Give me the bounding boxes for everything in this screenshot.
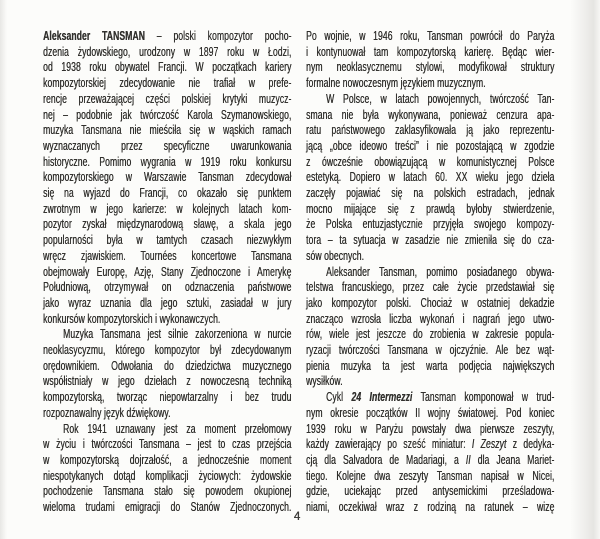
text-segment: Aleksander TANSMAN — [43, 29, 145, 43]
text-segment: wieloma trudami emigracji do Stanów Zjednoczonych. — [43, 500, 292, 515]
text-line — [43, 29, 291, 45]
text-segment: Aleksander Tansman, pomimo posiadanego obywa- — [326, 264, 555, 279]
text-line — [43, 469, 291, 485]
text-line — [43, 139, 291, 155]
text-line — [43, 233, 291, 249]
text-segment: znacząco wzrosła liczba wykonań i nagrań jego utwo- — [306, 311, 555, 326]
text-line — [43, 374, 291, 390]
text-segment: gdzie, uciekając przed antysemickimi prześladowa- — [306, 484, 555, 499]
text-segment: każdy zawierający po sześć miniatur: — [306, 437, 472, 452]
text-line — [43, 249, 291, 265]
text-segment: II — [465, 452, 471, 467]
text-segment: neoklasycyzmu, którego kompozytor był zdecydowanym — [43, 343, 292, 358]
text-segment: kompozytorskiej zdecydowanie nie trafiał w prefe- — [43, 76, 292, 91]
text-segment: obejmowały Europę, Azję, Stany Zjednoczone i Amerykę — [43, 264, 292, 279]
text-line — [306, 265, 554, 281]
text-line — [306, 437, 554, 453]
text-line — [43, 359, 291, 375]
text-segment: niespotykanych dotąd komplikacji życiowych: żydowskie — [43, 468, 292, 483]
text-line — [306, 29, 554, 45]
text-line — [43, 170, 291, 186]
text-segment: nym neoklasycznemu stylowi, modyfikował struktury — [306, 60, 555, 75]
text-segment: kompozytorskiego w Warszawie Tansman zdecydował — [43, 170, 292, 185]
text-segment: Po wojnie, w 1946 roku, Tansman powrócił do Paryża — [306, 29, 555, 43]
text-segment: nej – podobnie jak twórczość Karola Szymanowskiego, — [43, 107, 292, 122]
text-line — [43, 60, 291, 76]
text-line — [306, 327, 554, 343]
scan-edge-left — [0, 0, 7, 539]
text-segment: W Polsce, w latach powojennych, twórczość Tan- — [326, 91, 555, 106]
text-segment: wyznaczanych przez specyficzne uwarunkowania — [43, 138, 292, 153]
text-column-left — [43, 29, 291, 516]
text-line — [306, 280, 554, 296]
text-segment: Muzyka Tansmana jest silnie zakorzeniona w nurcie — [63, 327, 292, 342]
text-segment: jako kompozytor polski. Chociaż w ostatniej dekadzie — [306, 295, 555, 310]
text-line — [306, 343, 554, 359]
text-segment: estetyką. Dopiero w latach 60. XX wieku jego dzieła — [306, 170, 555, 185]
text-line — [306, 202, 554, 218]
text-segment: popularności była w tamtych czasach niezwykłym — [43, 233, 292, 248]
page-number: 4 — [293, 511, 301, 523]
text-segment: współistniały w jego dziełach z nowoczesną techniką — [43, 374, 292, 389]
text-segment: historyczne. Pomimo wygrania w 1919 roku konkursu — [43, 154, 292, 169]
text-segment: konkursów kompozytorskich i wykonawczych. — [43, 311, 221, 326]
text-line — [43, 217, 291, 233]
text-line — [43, 123, 291, 139]
text-line — [306, 108, 554, 124]
text-segment: w kompozytorską dojrzałość, a jednocześnie moment — [43, 452, 292, 467]
text-segment: cją dla Salvadora de Madariagi, a — [306, 452, 466, 467]
text-line — [306, 390, 554, 406]
text-segment: orędownikiem. Odwołania do dziedzictwa muzycznego — [43, 358, 292, 373]
text-line — [306, 484, 554, 500]
text-segment: jako wyraz uznania dla jego sztuki, zasiadał w jury — [43, 295, 292, 310]
text-segment: pozytor zyskał międzynarodową sławę, a skala jego — [43, 217, 292, 232]
text-segment: sów obecnych. — [306, 248, 364, 263]
text-line — [43, 312, 291, 328]
text-segment: mocno mijające się z prawdą byłoby stwierdzenie, — [306, 201, 555, 216]
text-segment: wręcz zjawiskiem. Tournées koncertowe Tansmana — [43, 248, 292, 263]
text-line — [306, 139, 554, 155]
text-segment: rów, wiele jest jeszcze do zrobienia w zakresie popula- — [306, 327, 555, 342]
text-segment: pienia muzyka ta jest warta podjęcia największych — [306, 358, 555, 373]
text-line — [306, 186, 554, 202]
text-segment: zaczęły pojawiać się na polskich estradach, jednak — [306, 186, 555, 201]
text-line — [43, 406, 291, 422]
text-line — [306, 249, 554, 265]
text-line — [306, 170, 554, 186]
text-line — [43, 108, 291, 124]
text-segment: z dedyka- — [506, 437, 555, 452]
text-line — [306, 500, 554, 516]
text-line — [306, 453, 554, 469]
text-segment: telstwa francuskiego, przez całe życie przedstawiał się — [306, 280, 555, 295]
text-segment: 1939 roku w Paryżu powstały dwa pierwsze zeszyty, — [306, 421, 555, 436]
text-line — [306, 123, 554, 139]
text-line — [306, 406, 554, 422]
text-line — [43, 500, 291, 516]
text-segment: dla Jeana Mariet- — [470, 452, 555, 467]
text-segment: wysiłków. — [306, 374, 343, 389]
text-segment: rencje przeważającej części polskiej krytyki muzycz- — [43, 91, 292, 106]
scan-shadow-right — [570, 0, 600, 539]
text-segment: rozpoznawalny język dźwiękowy. — [43, 405, 171, 420]
text-line — [43, 155, 291, 171]
text-line — [306, 60, 554, 76]
text-segment: pochodzenie Tansmana stało się powodem okupionej — [43, 484, 292, 499]
text-line — [306, 76, 554, 92]
text-segment: kompozytorską, tworząc niepowtarzalny i bez trudu — [43, 390, 292, 405]
text-segment: smana nie była wykonywana, ponieważ cenzura apa- — [306, 107, 555, 122]
text-segment: – polski kompozytor pocho- — [144, 29, 292, 43]
text-segment: się na wyjazd do Francji, co okazało się punktem — [43, 186, 292, 201]
text-line — [43, 296, 291, 312]
text-segment: tiego. Kolejne dwa zeszyty Tansman napisał w Nicei, — [306, 468, 555, 483]
text-segment: I Zeszyt — [471, 437, 507, 452]
text-segment: Południową, otrzymywał on odznaczenia państwowe — [43, 280, 292, 295]
text-line — [306, 312, 554, 328]
text-segment: 24 Intermezzi — [351, 390, 413, 405]
text-line — [306, 217, 554, 233]
text-line — [306, 155, 554, 171]
text-segment: formalne nowoczesnym językiem muzycznym. — [306, 76, 486, 91]
text-line — [306, 469, 554, 485]
text-line — [43, 92, 291, 108]
text-line — [43, 453, 291, 469]
text-segment: ryzacji twórczości Tansmana w ojczyźnie. Ale bez wąt- — [306, 343, 555, 358]
text-line — [43, 343, 291, 359]
text-line — [306, 92, 554, 108]
text-segment: jącą „obce ideowo treści” i nie pozostającą w zgodzie — [306, 138, 555, 153]
text-segment: ratu państwowego zaklasyfikowała ją jako reprezentu- — [306, 123, 555, 138]
text-line — [43, 186, 291, 202]
text-line — [306, 45, 554, 61]
text-segment: że Polska entuzjastycznie przyjęła swojego kompozy- — [306, 217, 555, 232]
text-line — [306, 296, 554, 312]
text-segment: Cykl — [326, 390, 352, 405]
text-segment: tora – ta sytuacja w zasadzie nie zmieniła się do cza- — [306, 233, 555, 248]
text-line — [43, 484, 291, 500]
text-line — [43, 202, 291, 218]
text-segment: w życiu i twórczości Tansmana – jest to czas przejścia — [43, 437, 292, 452]
text-line — [43, 422, 291, 438]
text-line — [306, 374, 554, 390]
text-line — [43, 390, 291, 406]
text-segment: Tansman komponował w trud- — [412, 390, 555, 405]
text-line — [43, 45, 291, 61]
text-line — [306, 359, 554, 375]
text-line — [43, 327, 291, 343]
text-line — [43, 76, 291, 92]
text-line — [43, 280, 291, 296]
text-segment: niami, oczekiwał wraz z rodziną na ratunek – wizę — [306, 500, 555, 515]
text-segment: zwrotnym w jego karierze: w kolejnych latach kom- — [43, 201, 292, 216]
text-segment: z ówcześnie obowiązującą w komunistycznej Polsce — [306, 154, 555, 169]
text-segment: dzenia żydowskiego, urodzony w 1897 roku w Łodzi, — [43, 44, 292, 59]
text-line — [306, 422, 554, 438]
text-line — [306, 233, 554, 249]
text-line — [43, 437, 291, 453]
text-line — [43, 265, 291, 281]
text-segment: nym okresie początków II wojny światowej. Pod koniec — [306, 405, 555, 420]
text-column-right — [306, 29, 554, 516]
text-segment: od 1938 roku obywatel Francji. W początkach kariery — [43, 60, 292, 75]
text-segment: i kontynuował tam kompozytorską karierę. Będąc wier- — [306, 44, 555, 59]
text-segment: Rok 1941 uznawany jest za moment przełomowy — [63, 421, 292, 436]
text-segment: muzyka Tansmana nie mieściła się w wąskich ramach — [43, 123, 292, 138]
